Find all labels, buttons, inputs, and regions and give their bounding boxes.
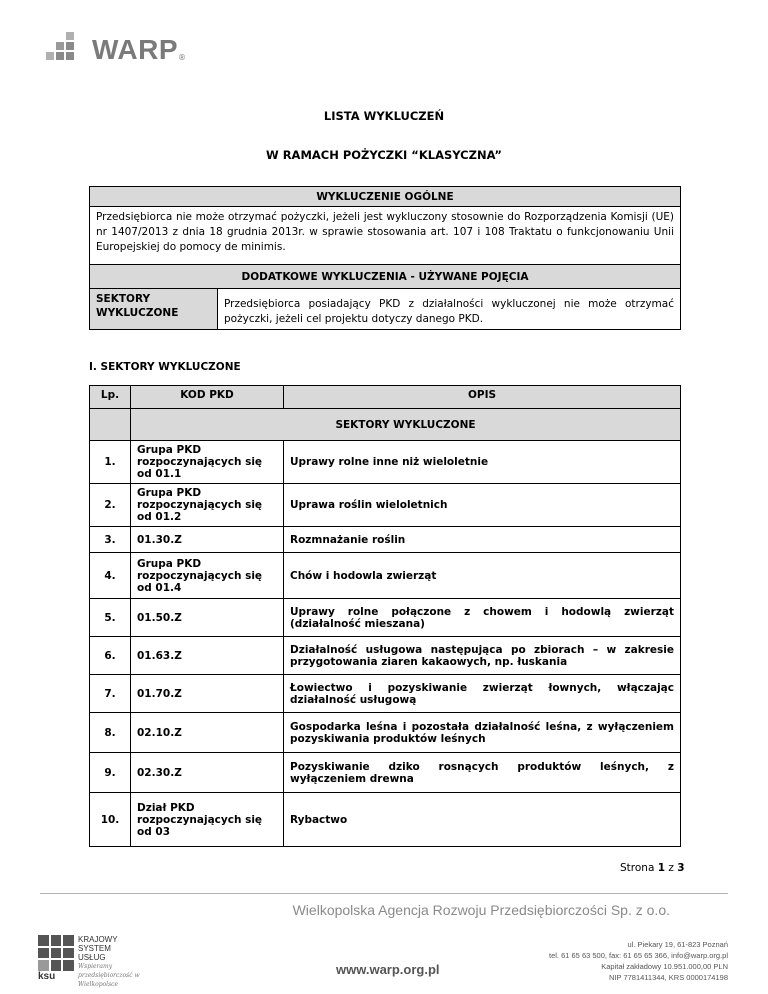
group-heading: SEKTORY WYKLUCZONE	[131, 409, 681, 441]
ksu-abbr: ksu	[38, 971, 56, 982]
row-opis: Chów i hodowla zwierząt	[284, 553, 681, 599]
row-kod: 02.30.Z	[131, 753, 284, 793]
additional-exclusions-heading: DODATKOWE WYKLUCZENIA - UŻYWANE POJĘCIA	[89, 264, 681, 288]
row-lp: 6.	[90, 637, 131, 675]
group-spacer	[90, 409, 131, 441]
row-kod: 02.10.Z	[131, 713, 284, 753]
row-kod: 01.50.Z	[131, 599, 284, 637]
ksu-logo-mark	[38, 935, 74, 971]
website-url: www.warp.org.pl	[336, 962, 440, 977]
row-lp: 9.	[90, 753, 131, 793]
table-row	[90, 553, 681, 599]
document-title: LISTA WYKLUCZEŃ	[323, 109, 445, 123]
row-kod: 01.63.Z	[131, 637, 284, 675]
row-lp: 4.	[90, 553, 131, 599]
warp-logo	[44, 32, 186, 68]
row-kod: 01.30.Z	[131, 527, 284, 553]
row-lp: 1.	[90, 441, 131, 484]
table-header-row	[90, 386, 681, 409]
table-row	[90, 753, 681, 793]
table-row	[90, 527, 681, 553]
row-kod: Grupa PKD rozpoczynających się od 01.4	[131, 553, 284, 599]
row-opis: Gospodarka leśna i pozostała działalność leśna, z wyłączeniem pozyskiwania produktów leśnych	[284, 713, 681, 753]
definition-row	[89, 288, 681, 330]
row-kod: Dział PKD rozpoczynających się od 03	[131, 793, 284, 847]
row-kod: 01.70.Z	[131, 675, 284, 713]
ksu-tagline: Wspieramy przedsiębiorczość w Wielkopolsce	[78, 963, 140, 988]
row-opis: Rozmnażanie roślin	[284, 527, 681, 553]
definition-text: Przedsiębiorca posiadający PKD z działalności wykluczonej nie może otrzymać pożyczki, jeżeli cel projektu dotyczy danego PKD.	[224, 298, 674, 325]
row-opis: Uprawy rolne połączone z chowem i hodowlą zwierząt (działalność mieszana)	[284, 599, 681, 637]
table-row	[90, 793, 681, 847]
page-prefix: Strona	[620, 862, 658, 874]
address-line: NIP 7781411344, KRS 0000174198	[609, 973, 728, 982]
row-opis: Działalność usługowa następująca po zbiorach – w zakresie przygotowania ziaren kakaowych, np. łuskania	[284, 637, 681, 675]
header-kod: KOD PKD	[131, 386, 284, 409]
row-kod: Grupa PKD rozpoczynających się od 01.1	[131, 441, 284, 484]
row-opis: Rybactwo	[284, 793, 681, 847]
header-lp: Lp.	[90, 386, 131, 409]
logo-reg-mark: ®	[178, 53, 186, 62]
address-line: tel. 61 65 63 500, fax: 61 65 65 366, info@warp.org.pl	[549, 951, 728, 960]
definition-term: SEKTORY WYKLUCZONE	[90, 289, 218, 329]
ksu-words	[78, 935, 148, 989]
ksu-logo	[38, 935, 148, 989]
section-heading: I. SEKTORY WYKLUCZONE	[89, 361, 241, 373]
table-row	[90, 484, 681, 527]
table-row	[90, 599, 681, 637]
page-total: 3	[677, 862, 685, 874]
footer-divider	[40, 893, 728, 894]
table-group-row	[90, 409, 681, 441]
row-lp: 5.	[90, 599, 131, 637]
row-opis: Łowiectwo i pozyskiwanie zwierząt łownych, włączając działalność usługową	[284, 675, 681, 713]
page-number	[620, 862, 685, 874]
agency-name: Wielkopolska Agencja Rozwoju Przedsiębiorczości Sp. z o.o.	[292, 902, 670, 918]
ksu-line: KRAJOWY	[78, 935, 118, 944]
page-separator: z	[665, 862, 678, 874]
ksu-line: SYSTEM	[78, 944, 111, 953]
row-opis: Uprawy rolne inne niż wieloletnie	[284, 441, 681, 484]
row-opis: Pozyskiwanie dziko rosnących produktów leśnych, z wyłączeniem drewna	[284, 753, 681, 793]
general-exclusion-heading: WYKLUCZENIE OGÓLNE	[89, 186, 681, 206]
header-opis: OPIS	[284, 386, 681, 409]
row-kod: Grupa PKD rozpoczynających się od 01.2	[131, 484, 284, 527]
company-address	[549, 939, 728, 983]
table-row	[90, 675, 681, 713]
general-exclusion-body: Przedsiębiorca nie może otrzymać pożyczki, jeżeli jest wykluczony stosownie do Rozporządzenia Komisji (UE) nr 1407/2013 z dnia 18 grudnia 2013r. w sprawie stosowania art. 107 i 108 Traktatu o funkcjonowaniu Unii Europejskiej do pomocy de minimis.	[89, 206, 681, 264]
row-lp: 3.	[90, 527, 131, 553]
table-row	[90, 441, 681, 484]
table-row	[90, 637, 681, 675]
address-line: ul. Piekary 19, 61-823 Poznań	[627, 940, 728, 949]
row-opis: Uprawa roślin wieloletnich	[284, 484, 681, 527]
ksu-line: USŁUG	[78, 953, 106, 962]
row-lp: 10.	[90, 793, 131, 847]
warp-logo-mark	[44, 32, 86, 68]
document-subtitle: W RAMACH POŻYCZKI “KLASYCZNA”	[266, 148, 502, 162]
page-current: 1	[657, 862, 666, 874]
excluded-sectors-table	[89, 385, 681, 847]
row-lp: 8.	[90, 713, 131, 753]
address-line: Kapitał zakładowy 10.951.000,00 PLN	[601, 962, 728, 971]
logo-text: WARP	[92, 34, 178, 65]
row-lp: 2.	[90, 484, 131, 527]
row-lp: 7.	[90, 675, 131, 713]
table-row	[90, 713, 681, 753]
